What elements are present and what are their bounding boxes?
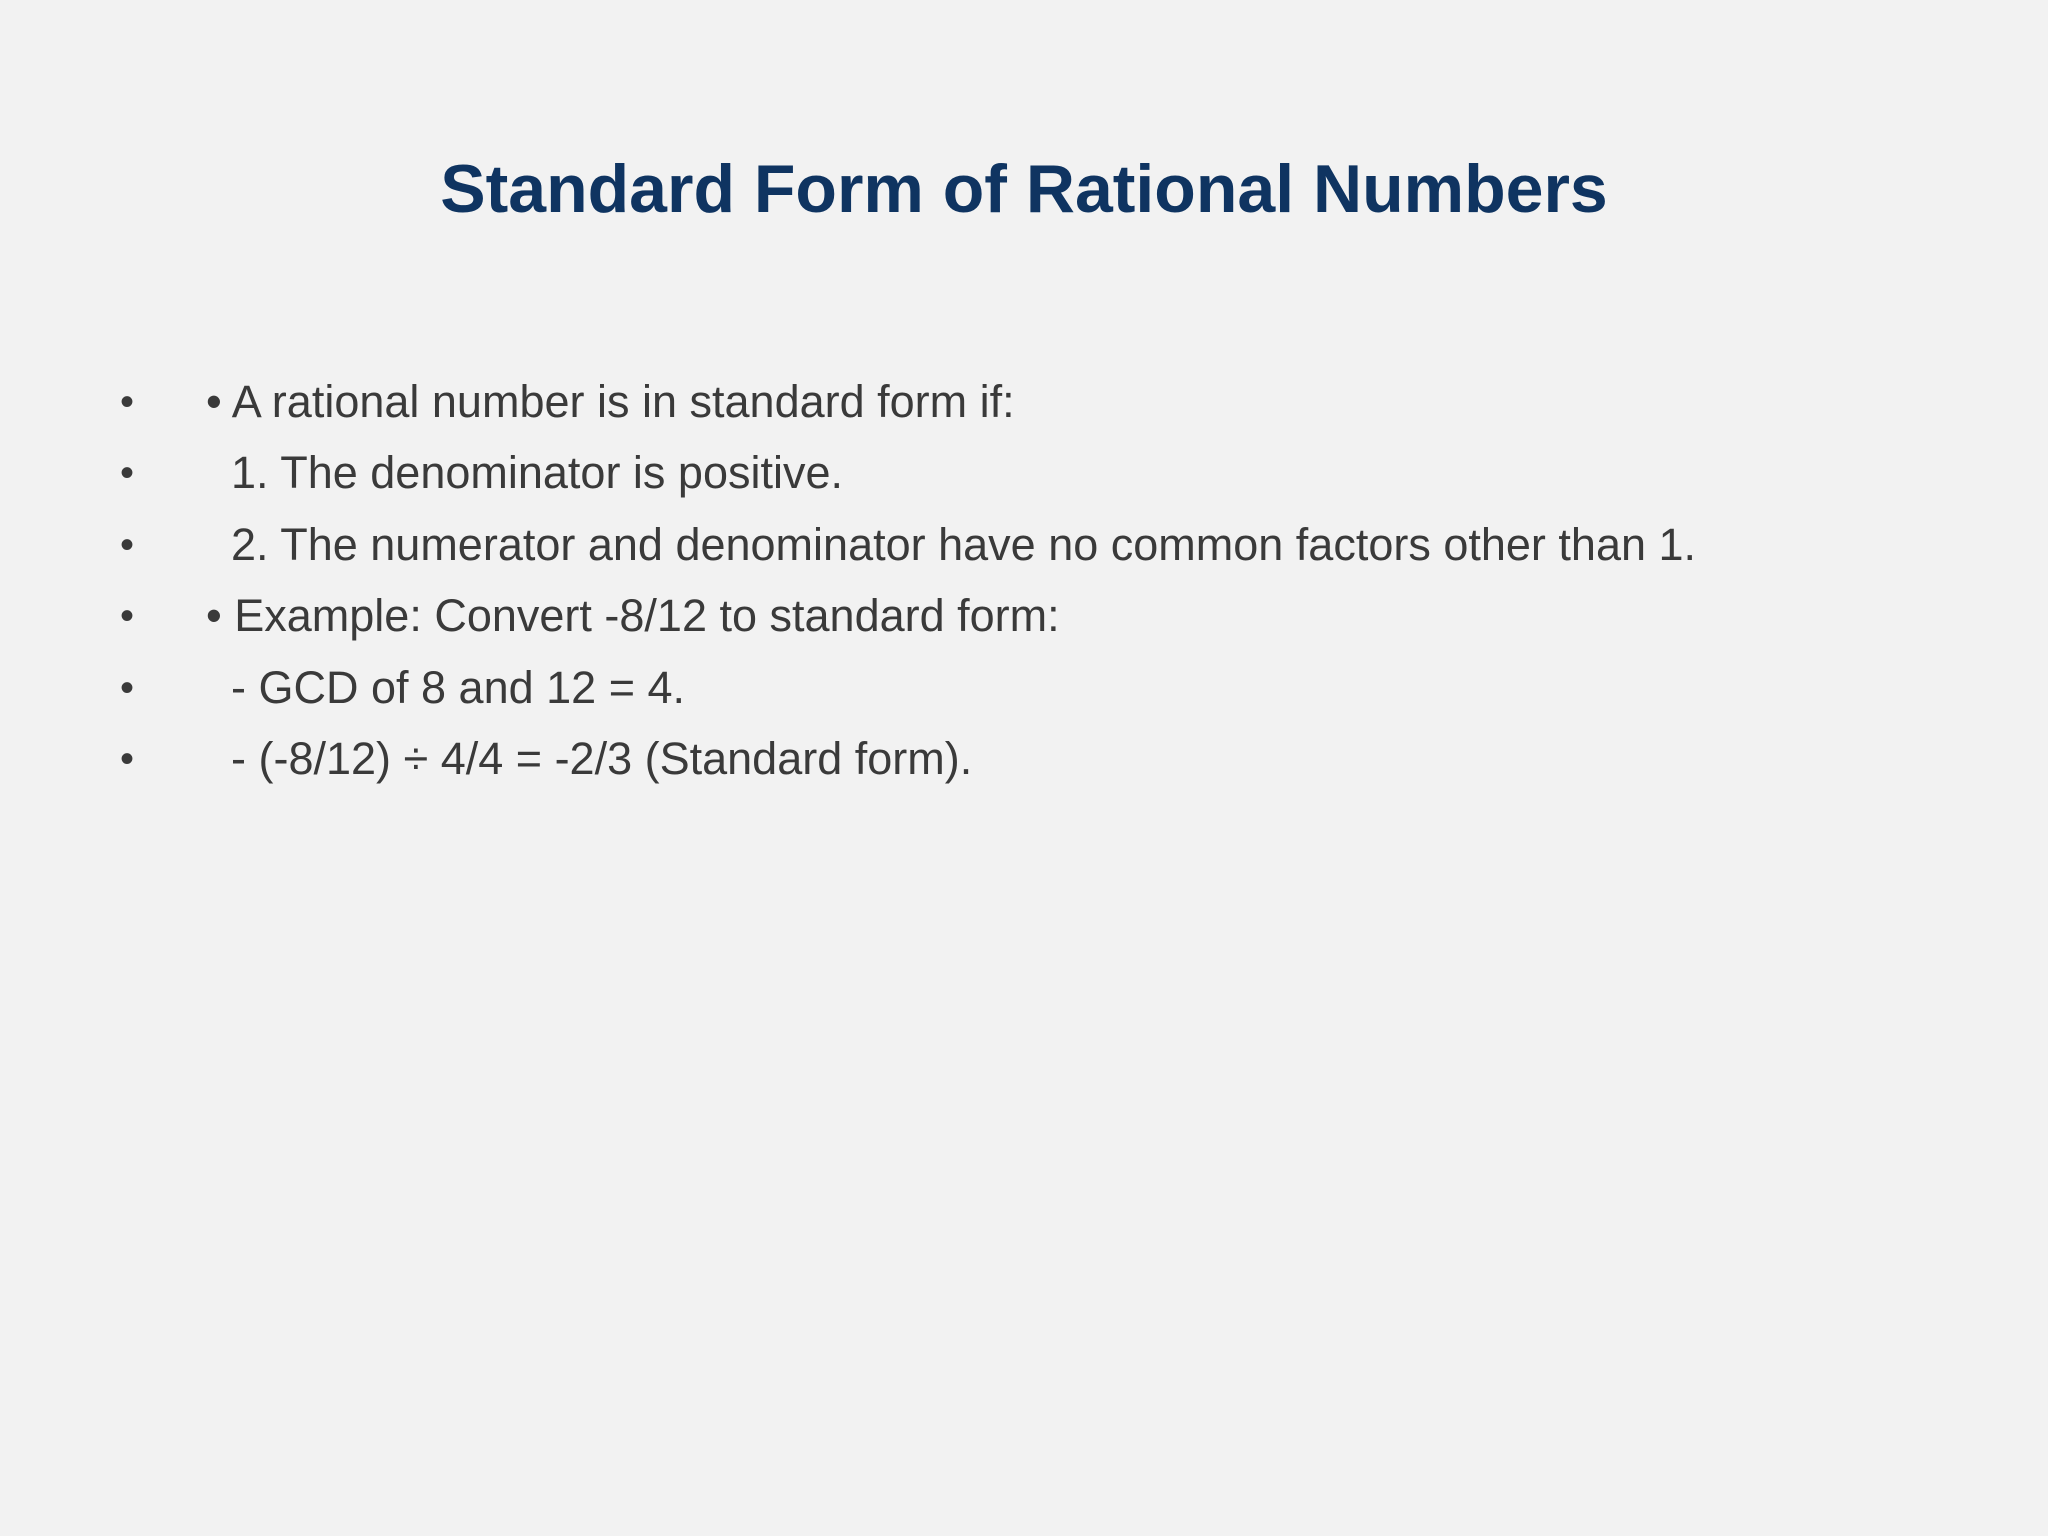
bullet-text: • A rational number is in standard form if: — [206, 375, 1015, 427]
bullet-text: - GCD of 8 and 12 = 4. — [206, 661, 686, 713]
slide-title: Standard Form of Rational Numbers — [440, 151, 1608, 227]
bullet-marker: • — [120, 522, 135, 567]
list-item — [120, 509, 1696, 581]
bullet-marker: • — [120, 379, 135, 424]
bullet-marker: • — [120, 594, 135, 639]
bullet-marker: • — [120, 665, 135, 710]
list-item — [120, 438, 1696, 510]
bullet-list — [120, 366, 1696, 795]
bullet-text: • Example: Convert -8/12 to standard form: — [206, 590, 1060, 642]
bullet-text: - (-8/12) ÷ 4/4 = -2/3 (Standard form). — [206, 733, 973, 785]
bullet-marker: • — [120, 451, 135, 496]
bullet-text: 2. The numerator and denominator have no common factors other than 1. — [206, 518, 1697, 570]
list-item — [120, 724, 1696, 796]
bullet-marker: • — [120, 737, 135, 782]
list-item — [120, 366, 1696, 438]
list-item — [120, 581, 1696, 653]
list-item — [120, 652, 1696, 724]
bullet-text: 1. The denominator is positive. — [206, 447, 844, 499]
